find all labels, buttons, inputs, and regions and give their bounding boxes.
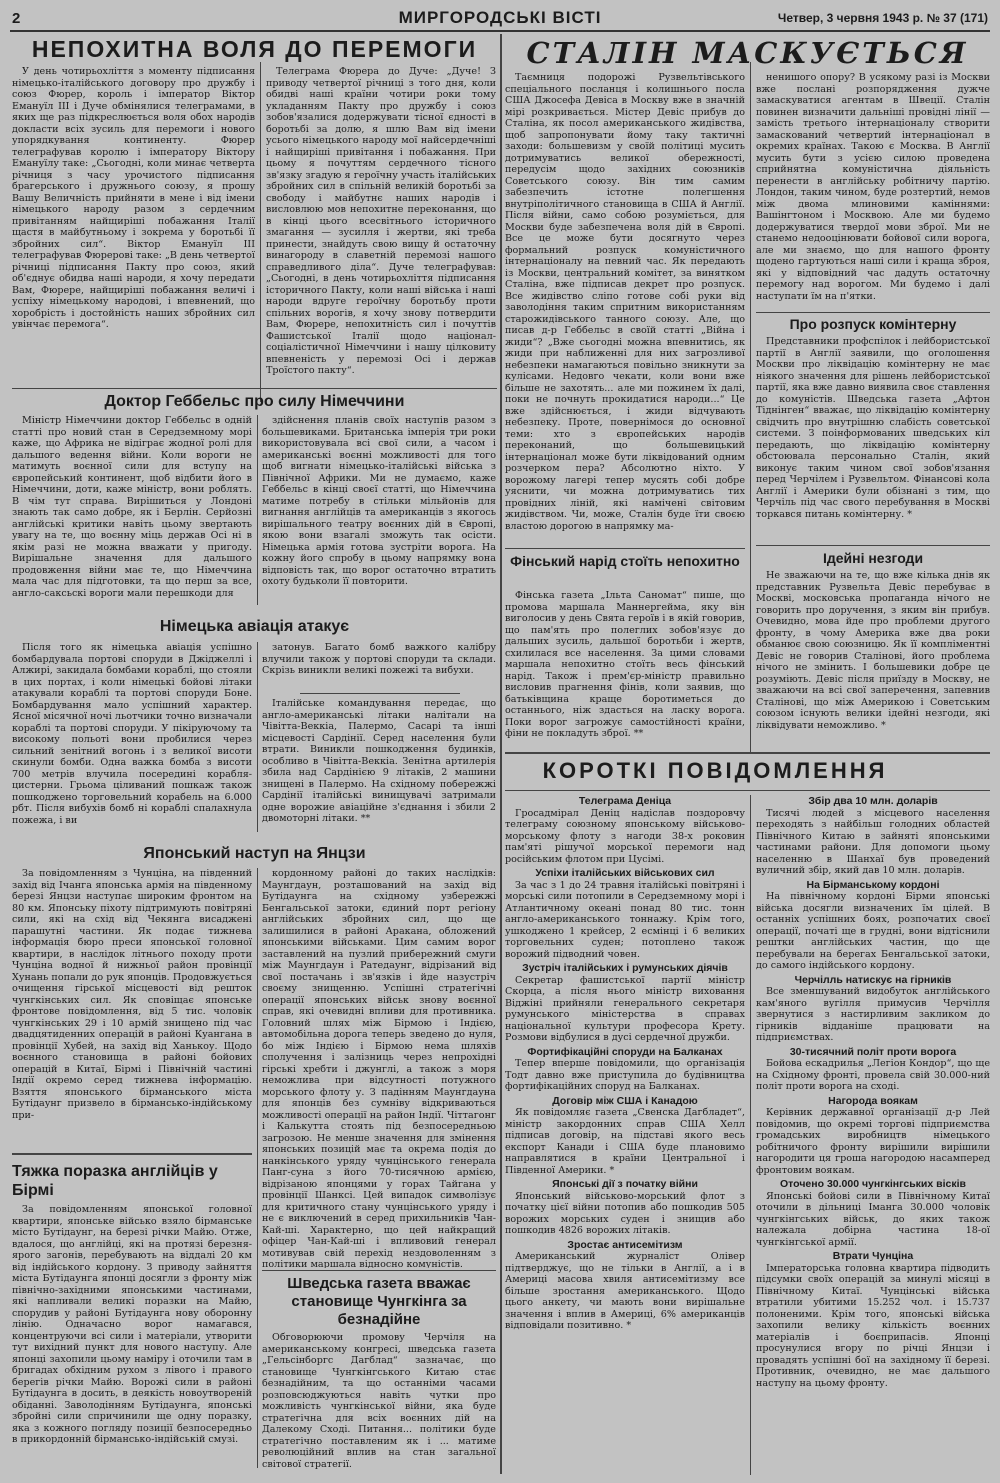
article-body: Обговорюючи промову Черчіля на американському конгресі, шведська газета „Гельсінборгс Дагблад“ зазначає, що становище Чунгкінгського Китаю стає безнадійним, та що останніми часами розповсюджуються навіть чутки про можливість чунгкінської війни, яка буде стратегічна для всіх воєнних дій на Далекому Сході. Питання... політики буде стратегічно поставленим як і ... матиме революційний вплив на стан загальної світової стратегії. — [262, 1332, 496, 1470]
article-text — [262, 698, 496, 834]
article-body: Телеграма Фюрера до Дуче: „Дуче! З приводу четвертої річниці з того дня, коли обидві наші країни чотири роки тому укладанням Пакту про дружбу і союз зобов'язалися додержувати тісної єдності в боротьбі за долю, я шлю Вам від імени усього німецького народу мої найсердечніші і найщиріші привітання і побажання. При цьому я почуттям сердечного тісного зв'язку згадую я героїчну участь італійських збройних сил в спільній великій боротьбі за свободу і майбутнє наших народів і висловлюю мов непохитне переконання, що в кінці цього всесвітнього історичного змагання — зусилля і жертви, які треба принести, знайдуть свою вищу й остаточну винагороду в славетній перемозі нашого справедливого діла“. Дуче телеграфував: „Сьогодні, в день чотирьохліття підписання історичного Пакту, коли наші війська і наші народи вдруге героїчну боротьбу проти спільних ворогів, я хочу знову потвердити Вам, Фюрере, непохитність сил і почуттів Фашистської Італії щодо націонал-соціалістичної Німеччини і нашу цілковиту впевненість у перемозі Осі і держав Троїстого пакту“. — [266, 66, 496, 376]
brief-item — [756, 975, 990, 1044]
article-headline: Тяжка поразка англійців у Бірмі — [12, 1163, 218, 1199]
briefs-right-column — [756, 796, 990, 1474]
article-body: затонув. Багато бомб важкого калібру влучили також у портові споруди та склади. Скрізь виникли великі пожежі та вибухи. — [262, 642, 496, 676]
brief-headline: Успіхи італійських військових сил — [535, 867, 715, 879]
article-headline: НЕПОХИТНА ВОЛЯ ДО ПЕРЕМОГИ — [31, 36, 478, 62]
brief-text: Американський журналіст Олівер підтверджує, що не тільки в Англії, а і в Америці масова хвиля антисемітизму все більше зростання американського. Щодо цього анкету, чи мають вони вирішальне значення і вплив в Америці, 6% американців відповідали позитивно. * — [505, 1251, 745, 1331]
masthead — [10, 4, 990, 32]
divider — [505, 752, 990, 754]
article-text — [756, 336, 990, 546]
article-body: За повідомленням з Чунціна, на південний захід від Ічанга японська армія на південному березі Янцзи наступає широким фронтом на 80 км. Японську піхоту підтримують повітряні сили, які на схід від Чекянга висаджені парашутні частини. Як подає тижнева інформація бюро преси японської головної квартири, в наслідок літнього походу проти Чунціна водної й нижньої район провінції Хунань попали до рук японців. Продовжується очищення гірської місцевості від решток чунгкінських сил. Як сповіщає японське фронтове повідомлення, від 5 тис. чоловік чунгкінських 29 і 10 армій знищено під час двадцятиденних операцій в районі Куангана в провінції Хубей, на захід від Ханькоу. Щодо воєнного становища в районі бойових операцій в Китаї, Бірмі і Північній частині Індії окремо серед тижнева інформацію. Взяття японського бірманського міста Бутідаунг призвело в бірмансько-індійському при- — [12, 868, 252, 1121]
brief-text: Імператорська головна квартира підводить підсумки своїх операцій за минулі місяці в Північному Китаї. Чунцінські війська втратили убитими 15.252 чол. і 15.737 полоненими. Крім того, японські війська захопили велику кількість воєнних матеріалів і боєприпасів. Японці просунулися вгору по річці Янцзи і провадять успішні бої на західному її березі. Противник, очевидно, не має дальшого наступу на цьому фронту. — [756, 1262, 990, 1389]
article-text — [262, 642, 496, 692]
brief-text: Тисячі людей з місцевого населення переходять з найбільш голодних областей Північного Китаю в зайняті японськими частинами райони. Для допомоги цьому населенню в Шанхаї був проведений вуличний збір, який дав 10 млн. доларів. — [756, 807, 990, 876]
article-headline: Німецька авіація атакує — [159, 618, 350, 635]
brief-item — [756, 1096, 990, 1177]
article-text — [262, 868, 496, 1268]
article-headline: Шведська газета вважає становище Чунгкінга за безнадійне — [287, 1275, 471, 1328]
article-text — [505, 590, 745, 740]
article-body: У день чотирьохліття з моменту підписання німецько-італійського договору про дружбу і союз Фюрер, король і імператор Віктор Емануїл III і Дуче обмінялися телеграмами, в яких ще раз підкреслюється воля обох народів докласти всіх зусиль для перемоги і нового упорядкування континенту. Фюрер телеграфував королю і імператору Віктору Емануїлу таке: „Сьогодні, коли минає четверта річниця з часу урочистого підписання брагерського і дружнього союзу, я прошу Вашу Величність прийняти в мене і від імени німецького народу разом з сердечним привітанням найщиріші побажання Італії щастя в майбутньому і зокрема у боротьбі її збройних сил“. Віктор Емануїл III телеграфував Фюрерові таке: „В день четвертої річниці підписання Пакту про союз, який об'єднує обидва наші народи, я хочу передати Вам, Фюрере, найщиріші побажання величі і успіху німецькому народові, і впевнений, що хоробрість і достойність наших збройних сил увінчає перемога“. — [12, 66, 255, 330]
brief-text: На північному кордоні Бірми японські війська досягли визначених їм цілей. В останніх успішних боях, розпочатих своєї операції, початі ще в грудні, вони відтіснили рештки англійських частин, що ще перебували на берегах Бенгальської затоки, до самого індійського кордону. — [756, 891, 990, 971]
column-rule — [260, 62, 261, 402]
brief-item — [505, 868, 745, 960]
article-text — [12, 415, 252, 610]
brief-headline: 30-тисячний політ проти ворога — [789, 1045, 957, 1058]
article-text — [505, 72, 745, 550]
brief-text: Керівник державної організації д-р Лей повідомив, що окремі торгові підприємства громадських виробництв німецького робітничого фронту вирішили вирішили нагородити ця гроша нагородою насамперед фронтовим воякам. — [756, 1107, 990, 1176]
divider — [756, 312, 990, 313]
article-body: ненишого опору? В усякому разі із Москви вже послані розпорядження дужче замаскуватися агентам в Швеції. Сталін повинен визначити дальніші провідні лінії — замість третього інтернаціоналу створити замаскований четвертий інтернаціонал в окремих країнах. Такою є Москва. В Англії мусить бути з усією силою проведена сприйнятна комуністична діяльність перенести в англійську робітничу партію. Лондон, таким чином, буде розтертий, немов між двома млиновими каміннями: Вашінгтоном і Москвою. Але ми будемо додержуватися твердої мови зброї. Ми не станемо недооцінювати бойової сили ворога, але ми знаємо, що для нашого фронту щодено гартуються наші сили і краща зброя, які у відповідний час дадуть остаточну перемогу над ворогом. Ми будемо і далі наступати їм на п'ятки. — [756, 72, 990, 302]
brief-item — [756, 1047, 990, 1093]
brief-headline: Нагорода воякам — [828, 1094, 918, 1107]
article-headline: СТАЛІН МАСКУЄТЬСЯ — [526, 36, 969, 70]
column-rule — [750, 795, 751, 1475]
article-text — [12, 66, 255, 386]
brief-text: Гросадмірал Деніц надіслав поздоровчу телеграму союзному японському військово-морському флоту з нагоди 38-х роковин пам'яті рішучої морської перемоги над російським флотом при Цусімі. — [505, 807, 745, 865]
column-rule — [257, 868, 258, 1468]
column-rule — [257, 642, 258, 832]
brief-headline: На Бірманському кордоні — [806, 878, 940, 891]
article-text — [266, 66, 496, 386]
divider — [300, 693, 460, 694]
page-number: 2 — [12, 10, 21, 27]
section-headline: КОРОТКІ ПОВІДОМЛЕННЯ — [542, 758, 888, 783]
briefs-left-column — [505, 796, 745, 1474]
brief-text: Японські бойові сили в Північному Китаї оточили в дільниці Іманга 30.000 чоловік чунгкінгських військ, до яких також належала добірна частина 18-ої чунгкінгської армії. — [756, 1190, 990, 1248]
divider — [756, 545, 990, 546]
article-headline: Японський наступ на Янцзи — [143, 845, 366, 862]
newspaper-title: МИРГОРОДСЬКІ ВІСТІ — [398, 8, 602, 27]
article-body: кордонному районі до таких наслідків: Маунгдаун, розташований на захід від Бутідаунга на східному узбережжі Бенгальської затоки, єдиний порт регіону англійських збройних сил, що ще залишилися в районі Аракана, обложений японськими військами. Цим самим ворог заставлений на пузлий прибережний смуги між Маунгдаун і Ратедаунг, відрізаний від свої постачань і зв'язків і йде назустріч своєму знищенню. Успішні стратегічні операції японських військ знову воєнної справ, які очевидні впливи для противника. Головний шлях між Бірмою і Індією, автомобільна дорога теперь зведено до нуля, бо між Індією і Бірмою нема шляхів сполучення і залізниць через непрохідні гірські хребти і джунглі, а також з моря неможлива при відсутності потужного морського флоту у. З падінням Маунгдауна для японців без сумніву відкриваються можливості операції на район Індії. Чіттагонг і Калькутта стоять під безпосередньою загрозою. Не менше значення для змінення японських позицій має та окрема подія до нанкінського уряду чунцінського генерала Панг-суна з його 70-тисячною армією, відрізаною японцями у горах Тайгана у провінції Шанксі. Цей випадок символізує для критичного стану чунцінського уряду і не є виключений в серед прихильників Чан-Кай-ші. Характерно, що цей найкращий офіцер Чан-Кай-ші і впливовий генерал мотивував свій перехід нездоволенням з політики маршала відносно комуністів. — [262, 868, 496, 1268]
divider — [262, 1270, 496, 1271]
brief-item — [756, 1251, 990, 1389]
article-body: Міністр Німеччини доктор Геббельс в одній статті про новий стан в Середземному морі каже, що Африка не відіграє жодної ролі для дальшого ведення війни. Коли вороги не матимуть воєнної сили для вступу на європейський континент, щоб відбити його в Німеччини, доти, каже міністр, вони роблять. В чім тут справа. Вирішиться у Лондоні знають так само добре, як і Берлін. Серйозні англійські критики навіть цьому звертають увагу на те, що воєнну міць держав Осі ні в якім разі не можна вважати у пригоду. Вирішальне значення для дальшого продовження війни має те, що Німеччина мала час для підготовки, та що перш за все, англо-саксьскі вороги мали перешкоди для — [12, 415, 252, 599]
brief-item — [505, 1240, 745, 1332]
article-body: Таємниця подорожі Рузвельтівського спеціального посланця і колишнього посла США Джосефа Девіса в Москву вже в значній мірі розкривається. Містер Девіс прибув до Сталіна, як посол американського жидівства, щоб запропонувати йому таку тактичні заходи: большевизм у своїй політиці мусить дотримуватись великої обережності, передусім щодо західних союзників Советського союзу. Він тим самим забезпечить істотне полегшення внутріполітичного становища в США й Англії. Після війни, само собою розуміється, для Москви буде забезпечена воля дій в Європі. Все це може бути досягнуто через формальний розпуск комуністичного інтернаціоналу на певний час. Як передають із Москви, центральний комітет, за винятком Сталіна, вже підписав декрет про розпуск. Все жидівство сліпо готове собі руки від заволодіння таким спритним використанням старожидівського танного союзу. Але, що писав д-р Геббельс в своїй статті „Війна і жиди“? „Вже сьогодні можна впевнитись, як жиди при наближенні для них загрозливої небезпеки намагаються повільно зникнути за кулісами. Недовго чекати, коли вони вже більше не захотять... але ми пожинем їх далі, поки не почнуть прокидатися народи...“ Це вже здійснюється, і жиди відчувають небезпеку. Проте, повернімося до основної теми: хто з європейських народів переконаний, що большевицький інтернаціонал може бути ліквідований одним розчерком пера? Абсолютно ніхто. У ворожому лагері тепер мусять собі добре уяснити, чи можна дотримуватись тих провідних ліній, які намічені світовим жидівством. Чи, може, Сталін буде їти своєю властою дорогою в напрямку ма- — [505, 72, 745, 532]
column-rule — [257, 415, 258, 605]
article-body: Представники профспілок і лейбористської партії в Англії заявили, що оголошення Москви про ліквідацію комінтерну не має ніякого значення для рішень лейбористської партії, яка вже давно виявила своє ставлення до комуністів. Шведська газета „Афтон Тіднінген“ вважає, що ліквідацію комінтерну свідчить про внутрішню слабість советської системи. З поінформованих шведських кіл передають, що ліквідацію комінтерну обстоювала персонально Сталін, який виконує таким чином свої зобов'язання перед Черчілем і Рузвельтом. Фінансові кола Англії і Америки були обізнані з тим, що Черчіль під час свого перебування в Москві торкався питань комінтерну. * — [756, 336, 990, 520]
article-headline: Доктор Геббельс про силу Німеччини — [104, 393, 405, 410]
brief-text: Тепер вперше повідомили, що організація Тодт давно вже приступила до будівництва фортифікаційних споруд на Балканах. — [505, 1058, 745, 1092]
divider — [505, 548, 745, 549]
brief-text: Японський військово-морський флот з початку цієї війни потопив або пошкодив 505 ворожих морських суден і знищив або пошкодив 4826 ворожих літаків. — [505, 1190, 745, 1236]
brief-headline: Японські дії з початку війни — [552, 1178, 698, 1190]
brief-headline: Договір між США і Канадою — [552, 1094, 698, 1107]
brief-headline: Зустріч італійських і румунських діячів — [522, 962, 728, 974]
brief-text: Все зменшуваний видобуток англійського кам'яного вугілля примусив Черчілля звернутися з настирливим закликом до гірників відданіше працювати на підприємствах. — [756, 986, 990, 1043]
article-body: Фінська газета „Ільта Саномат“ пише, що промова маршала Маннергейма, яку він виголосив у день Свята героїв і в якій говорив, що пам'ять про полеглих зобов'язує до дальших зусиль, дальшої боротьби і жертв, схилилася все населення. За цими словами маршала непохитно стоїть весь фінський нарід. Також і прем'єр-міністр правильно висловив прагнення фінів, коли заявив, що батьківщина краще боротиметься до останнього, ніж здасться на ласку ворога. Поки ворог загрожує самостійності країни, фіни не покладуть зброї. ** — [505, 590, 745, 739]
brief-item — [505, 963, 745, 1044]
brief-headline: Черчілль натискує на гірників — [794, 973, 952, 986]
article-text — [12, 868, 252, 1138]
brief-item — [756, 1179, 990, 1248]
column-rule — [500, 34, 502, 1474]
article-text — [12, 642, 252, 832]
brief-item — [505, 796, 745, 865]
issue-date: Четвер, 3 червня 1943 р. № 37 (171) — [777, 11, 988, 25]
brief-text: Як повідомляє газета „Свенска Дагбладет“, міністр закордонних справ США Хелл підписав договір, на підставі якого весь експорт Канади і США буде плановимо направлятися в країни Центральної і Південної Америки. * — [505, 1107, 745, 1176]
brief-item — [756, 796, 990, 877]
brief-text: Секретар фашистської партії міністр Скорца, а після нього міністр виховання Віджіні прийняли генерального секретаря румунського міністерства в справах національної культури професора Крету. Розмови відбулися в дусі сердечної дружби. — [505, 974, 745, 1043]
brief-item — [756, 880, 990, 972]
article-body: Не зважаючи на те, що вже кілька днів як представник Рузвельта Девіс перебуває в Москві, московська пропаганда нічого не говорить про доручення, з яким він прибув. Очевидно, мова йде про проблеми другого фронту, в чому Америка вже два роки обманює свою союзницю. Як її компліментні Девіс не говорив Сталінові, його проблема нічого не змінить. І большевики добре це розуміють. Девіс після приїзду в Москву, не зважаючи на всі свої заперечення, запевнив Сталінові, що між Америкою і Советським союзом існують велики ідейні незгоди, які ліквідувати неможливо. * — [756, 570, 990, 731]
brief-headline: Збір два 10 млн. доларів — [808, 796, 938, 807]
article-body: За повідомленням японської головної квартири, японське військо взяло бірманське місто Бутідаунг, на березі річки Майю. Отже, вдалося, що англійці, які на протязі березня-ярого загонів, перебувають на віддалі 20 км від індійського кордону. З приводу зайняття міста Бутідаунга японці досягли з фронту між північно-західними японськими частинами, які напливали великі поразки на Майю, спорудив у районі Бутідаунга нову оборонну лінію. Одначасно ворог намагався, концентруючи всі сили і матеріали, утворити тут вихідний пункт для нового наступу. Але японці захопили цьому наміру і оточили там в бригадах обхідним рухом з лівого і правого берегів річки Майю. Ворожі сили в районі Бутідаунга в досить, в деякість новоутвореній обіданні. Заволодінням Бутідаунга, японські збройні сили спричинили ще одну поразку, яка з кожного погляду позиції безпосередньо в прикордонній бірмансько-індійській смузі. — [12, 1204, 252, 1445]
article-headline: Фінський нарід стоїть непохитно — [510, 553, 740, 569]
brief-text: За час з 1 до 24 травня італійські повітряні і морські сили потопили в Середземному морі і Атлантичному океані понад 80 тис. тонн англо-американського тоннажу. Крім того, ушкоджено 1 крейсер, 2 есмінці і 6 великих торговельних суден; потоплено також ворожий підводний човен. — [505, 879, 745, 960]
brief-headline: Фортифікаційні споруди на Балканах — [527, 1045, 723, 1058]
article-headline: Ідейні незгоди — [822, 550, 924, 566]
brief-headline: Телеграма Деніца — [578, 796, 672, 807]
divider — [505, 790, 990, 791]
divider — [12, 388, 497, 389]
brief-item — [505, 1047, 745, 1093]
brief-headline: Оточено 30.000 чунгкінгських вісків — [780, 1178, 966, 1190]
article-body: Після того як німецька авіація успішно бомбардувала портові споруди в Джіджеллі і Алжирі, закидала бомбами кораблі, що стояли в цих портах, і коли німецькі бойові літаки атакували кораблі та портові споруди Боне. Бомбардування мало успішний характер. Ясної місячної ночі льотчики точно визначали кораблі та портові споруди. У пікіруючому та високому польоті вони пробилися через сильний зенітний вогонь і з великої висоти скинули бомби. Одна важка бомба з висоти 700 метрів влучила посередині корабля-цистерни. Грьома ціливаний пошкаж також пошкоджено торговельний корабель на 6.000 рбт. Після вибухів бомб ні кораблі спалахнула пожежа, і ви — [12, 642, 252, 826]
article-headline: Про розпуск комінтерну — [789, 316, 957, 332]
article-body: Італійське командування передає, що англо-американські літаки налітали на Чівітта-Веккіа, Палермо, Сасарі та інші місцевості Сардінії. Серед населення були втрати. Виникли пошкодження будинків, особливо в Чівітта-Веккіа. Зенітна артилерія збила над Сардінією 9 літаків, 2 машини знищені в Палермо. На східному побережжі Сардінії італійські винищувачі затримали одне ворожие авіаційне з'єднання і збили 2 двомоторні літаки. ** — [262, 698, 496, 824]
article-text — [262, 1332, 496, 1474]
brief-headline: Зростає антисемітизм — [567, 1238, 683, 1251]
brief-headline: Втрати Чунціна — [832, 1250, 914, 1262]
brief-item — [505, 1179, 745, 1237]
article-body: здійснення планів своїх наступів разом з большевиками. Британська імперія три роки використовувала всі свої сили, а часом і американські воєнні можливості для того щоб вигнати німецько-італійські війська з Північної Африки. Ми не думаємо, каже Геббельс в кінці своєї статті, що Німеччина матиме потребу в стільки мільйонів для вигнання англійців та американців з якогось вирішального театру воєнних дій в Європі, якою вони взагалі зможуть так осісти. Німецька армія готова зустріти ворога. На кожну його спробу в цьому напрямку вона відповість так, що ворог остаточно втратить охоту будьколи її повторити. — [262, 415, 496, 587]
article-text — [756, 72, 990, 312]
article-text — [12, 1204, 252, 1474]
article-text — [756, 570, 990, 745]
brief-item — [505, 1096, 745, 1177]
divider — [12, 1153, 252, 1155]
brief-text: Бойова ескадрилья „Легіон Кондор“, що ще на Східному фронті, провела свій 30.000-ний політ проти ворога на сході. — [756, 1058, 990, 1092]
column-rule — [750, 62, 751, 752]
article-text — [262, 415, 496, 610]
